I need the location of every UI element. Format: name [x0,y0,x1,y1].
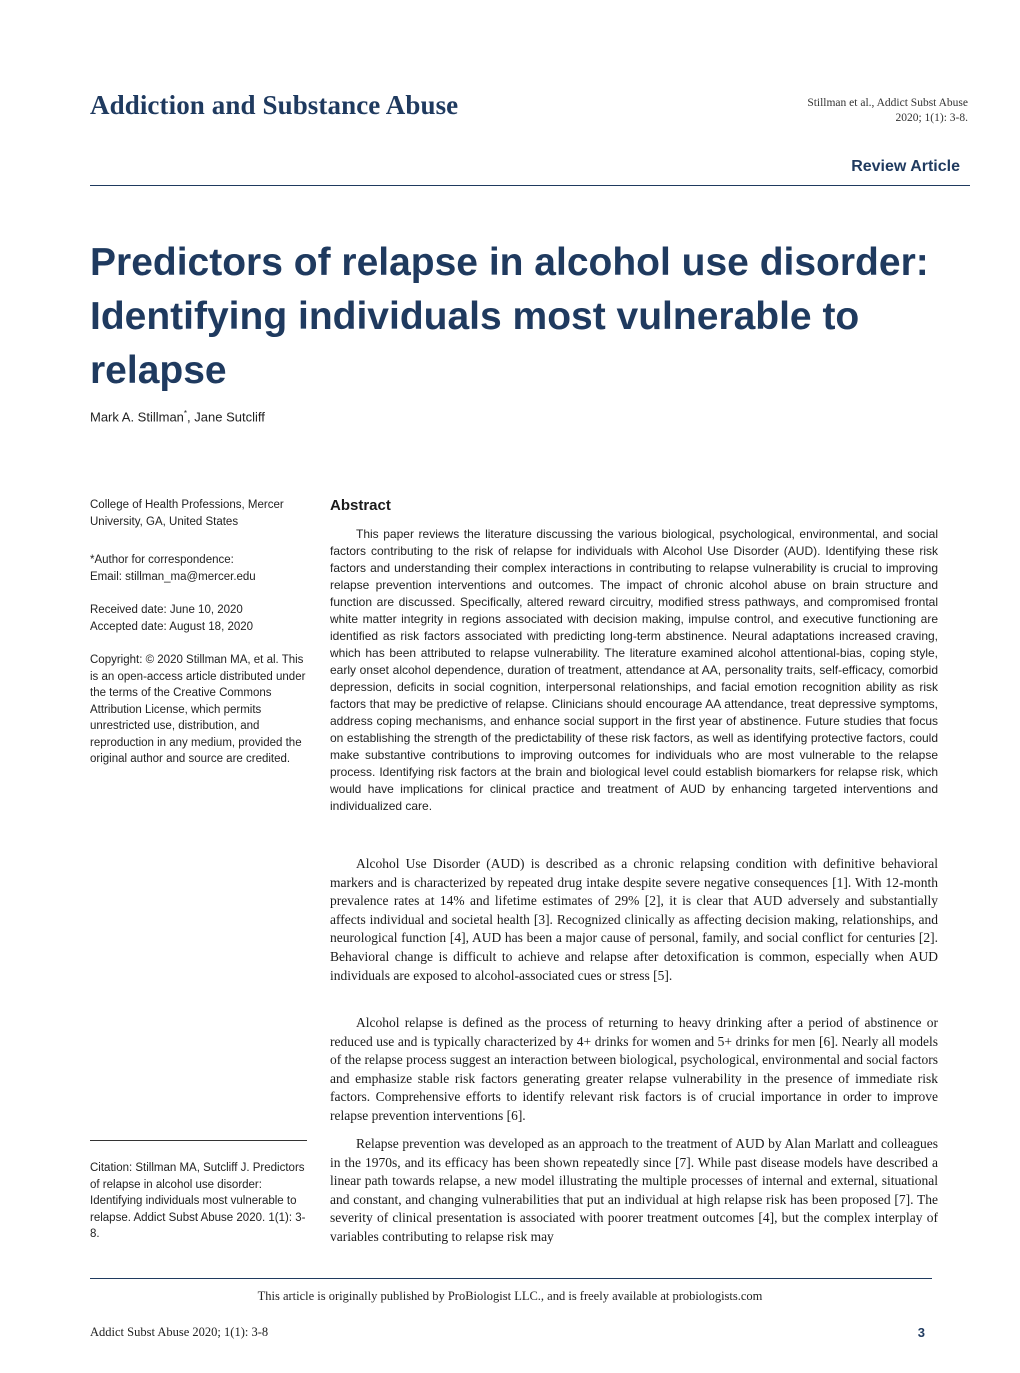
author-name: , Jane Sutcliff [187,409,265,425]
body-paragraph: Alcohol relapse is defined as the process of returning to heavy drinking after a period of abstinence or reduced use and is typically characterized by 4+ drinks for women and 5+ drinks for men [6]. Nearly all models of the relapse process suggest an interaction between biological, psychological, environmental and social factors and emphasize stable risk factors generating greater relapse vulnerability in the presence of immediate risk factors. Comprehensive efforts to identify relevant risk factors is of crucial importance in order to improve relapse prevention interventions [6]. [330,1015,938,1123]
journal-title: Addiction and Substance Abuse [90,90,459,120]
header-citation [807,96,968,126]
author-name: Mark A. Stillman [90,409,184,425]
sidebar-divider [90,1140,307,1141]
correspondence-label: *Author for correspondence: [90,554,234,566]
affiliation-text: College of Health Professions, Mercer University, GA, United States [90,499,284,528]
copyright-text: Copyright: © 2020 Stillman MA, et al. This is an open-access article distributed under the terms of the Creative Commons Attribution License, which permits unrestricted use, distribution, and reproduction in any medium, provided the original author and source are credited. [90,654,306,765]
body-paragraph: Alcohol Use Disorder (AUD) is described as a chronic relapsing condition with definitive behavioral markers and is characterized by repeated drug intake despite severe negative consequences [1]. With 12-month prevalence rates at 14% and lifetime estimates of 29% [2], it is clear that AUD adversely and substantially affects individual and societal health [3]. Recognized clinically as affecting decision making, relationships, and neurological function [4], AUD has been a major cause of personal, family, and social conflict for centuries [2]. Behavioral change is difficult to achieve and relapse after detoxification is common, especially when AUD individuals are exposed to alcohol-associated cues or stress [5]. [330,856,938,983]
header-citation-line1: Stillman et al., Addict Subst Abuse [807,97,968,109]
article-title: Predictors of relapse in alcohol use disorder: Identifying individuals most vulnerable to relapse [90,241,929,392]
abstract-text: This paper reviews the literature discussing the various biological, psychological, environmental, and social factors contributing to the risk of relapse for individuals with Alcohol Use Disorder (AUD). Identifying these risk factors and understanding their complex interactions in contributing to relapse vulnerability is crucial to improving relapse prevention interventions and outcomes. The impact of chronic alcohol abuse on brain structure and function are discussed. Specifically, altered reward circuitry, modified stress pathways, and compromised frontal white matter integrity in regions associated with decision making, impulse control, and executive functioning are identified as risk factors associated with predicting long-term abstinence. Neural adaptations increased craving, which has been attributed to relapse vulnerability. The literature examined alcohol attentional-bias, coping style, early onset alcohol dependence, duration of treatment, attendance at AA, personality traits, self-efficacy, comorbid depression, deficits in social cognition, interpersonal relationships, and facial emotion recognition ability as risk factors that may be predictive of relapse. Clinicians should encourage AA attendance, treat depressive symptoms, address coping mechanisms, and enhance social support in the first year of abstinence. Future studies that focus on establishing the strength of the predictability of these risk factors, as well as identifying protective factors, could make substantive contributions to improving outcomes for individuals who are most vulnerable to the relapse process. Identifying risk factors at the brain and biological level could establish biomarkers for relapse risk, which would have implications for clinical practice and treatment of AUD by enhancing targeted interventions and individualized care. [330,527,938,813]
citation-block [90,1160,310,1243]
correspondence-block [90,552,310,585]
author-list [90,409,265,424]
abstract-heading: Abstract [330,497,391,514]
article-type-label: Review Article [851,158,960,175]
dates-block [90,602,310,635]
affiliation [90,497,310,530]
footer-citation: Addict Subst Abuse 2020; 1(1): 3-8 [90,1325,269,1339]
header-divider [90,185,970,186]
citation-text: Citation: Stillman MA, Sutcliff J. Predictors of relapse in alcohol use disorder: Identifying individuals most vulnerable to relapse. Addict Subst Abuse 2020. 1(1): 3-8. [90,1162,306,1240]
correspondence-email: Email: stillman_ma@mercer.edu [90,570,256,583]
footer-divider [90,1278,932,1279]
corresponding-author-mark: * [183,409,188,418]
accepted-date: Accepted date: August 18, 2020 [90,620,254,633]
body-paragraph: Relapse prevention was developed as an approach to the treatment of AUD by Alan Marlatt and colleagues in the 1970s, and its efficacy has been shown repeatedly since [7]. While past disease models have described a linear path towards relapse, a new model illustrating the multiple processes of internal and external, situational and constant, and changing vulnerabilities that put an individual at high relapse risk has been proposed [7]. The severity of clinical presentation is associated with poorer treatment outcomes [4], but the complex interplay of variables contributing to relapse risk may [330,1136,938,1244]
copyright-block [90,652,310,768]
page-number: 3 [917,1325,925,1340]
footer-publisher-notice: This article is originally published by ProBiologist LLC., and is freely available at probiologists.com [257,1289,763,1303]
received-date: Received date: June 10, 2020 [90,604,243,616]
header-citation-line2: 2020; 1(1): 3-8. [895,112,968,124]
